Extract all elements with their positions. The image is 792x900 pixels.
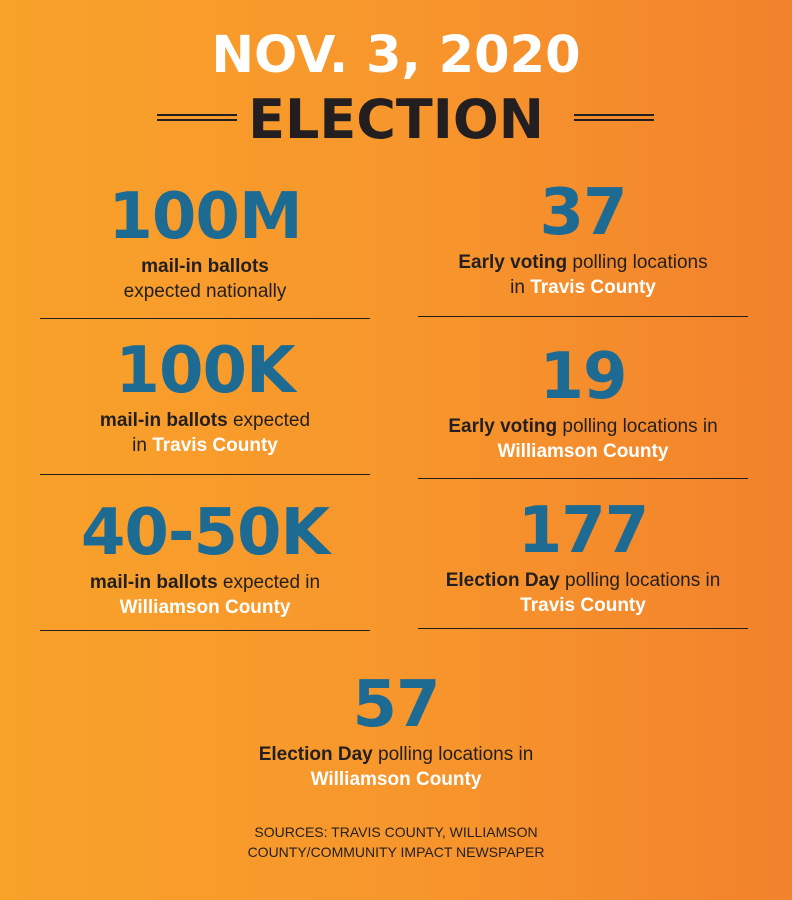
stat-description [418,250,748,300]
stat-text: in [510,277,531,298]
election-date: NOV. 3, 2020 [211,26,581,85]
stat-description-line [196,742,596,767]
stat-emphasis: Election Day [258,744,373,765]
stat-emphasis: Early voting [458,252,568,273]
divider [40,474,370,475]
stat-description-line [40,279,370,304]
stat-description-line [40,254,370,279]
county-name: Travis County [520,595,646,616]
divider [418,478,748,479]
stat-description-line [40,570,370,595]
stat-text: in [132,435,153,456]
stat-number: 40-50K [80,496,330,570]
stat-mail-in-national [40,180,370,304]
stat-text: expected nationally [123,281,287,302]
stat-description-line [418,414,748,439]
sources-line: SOURCES: TRAVIS COUNTY, WILLIAMSON [254,824,538,840]
stat-mail-in-williamson [40,496,370,620]
stat-emphasis: mail-in ballots [99,410,228,431]
right-rule-decoration [574,114,654,121]
sources-line: COUNTY/COMMUNITY IMPACT NEWSPAPER [247,844,545,860]
stat-number: 100K [115,334,295,408]
county-name: Williamson County [310,769,482,790]
stat-early-voting-williamson [418,340,748,464]
stat-number: 177 [517,494,649,568]
stat-number: 37 [539,176,627,250]
county-name: Williamson County [119,597,291,618]
divider [418,628,748,629]
stat-description-line [418,568,748,593]
stat-text: polling locations in [372,744,534,765]
stat-number: 19 [539,340,627,414]
stat-description [40,254,370,304]
stat-description-line [418,593,748,618]
stat-description-line [40,408,370,433]
stat-description [40,570,370,620]
divider [40,630,370,631]
county-name: Travis County [152,435,278,456]
headline-title: ELECTION [248,88,544,151]
stat-emphasis: Election Day [445,570,560,591]
divider [40,318,370,319]
stat-description-line [418,250,748,275]
stat-text: expected [227,410,311,431]
stat-mail-in-travis [40,334,370,458]
stat-description [418,568,748,618]
stat-description-line [418,275,748,300]
stat-text: polling locations in [559,570,721,591]
county-name: Travis County [530,277,656,298]
headline-row [0,88,792,152]
stat-early-voting-travis [418,176,748,300]
stat-text: polling locations in [557,416,718,437]
stat-text: expected in [217,572,321,593]
stat-number: 100M [108,180,302,254]
stat-description [196,742,596,792]
stat-description-line [40,595,370,620]
stat-emphasis: mail-in ballots [141,256,269,277]
sources-note [0,822,792,862]
county-name: Williamson County [497,441,669,462]
stat-description [418,414,748,464]
stat-emphasis: Early voting [448,416,558,437]
stat-emphasis: mail-in ballots [89,572,218,593]
stat-description-line [40,433,370,458]
stat-description-line [418,439,748,464]
stat-description [40,408,370,458]
divider [418,316,748,317]
stat-text: polling locations [567,252,708,273]
stat-description-line [196,767,596,792]
stat-election-day-travis [418,494,748,618]
stat-number: 57 [352,668,440,742]
stat-election-day-williamson [196,668,596,792]
